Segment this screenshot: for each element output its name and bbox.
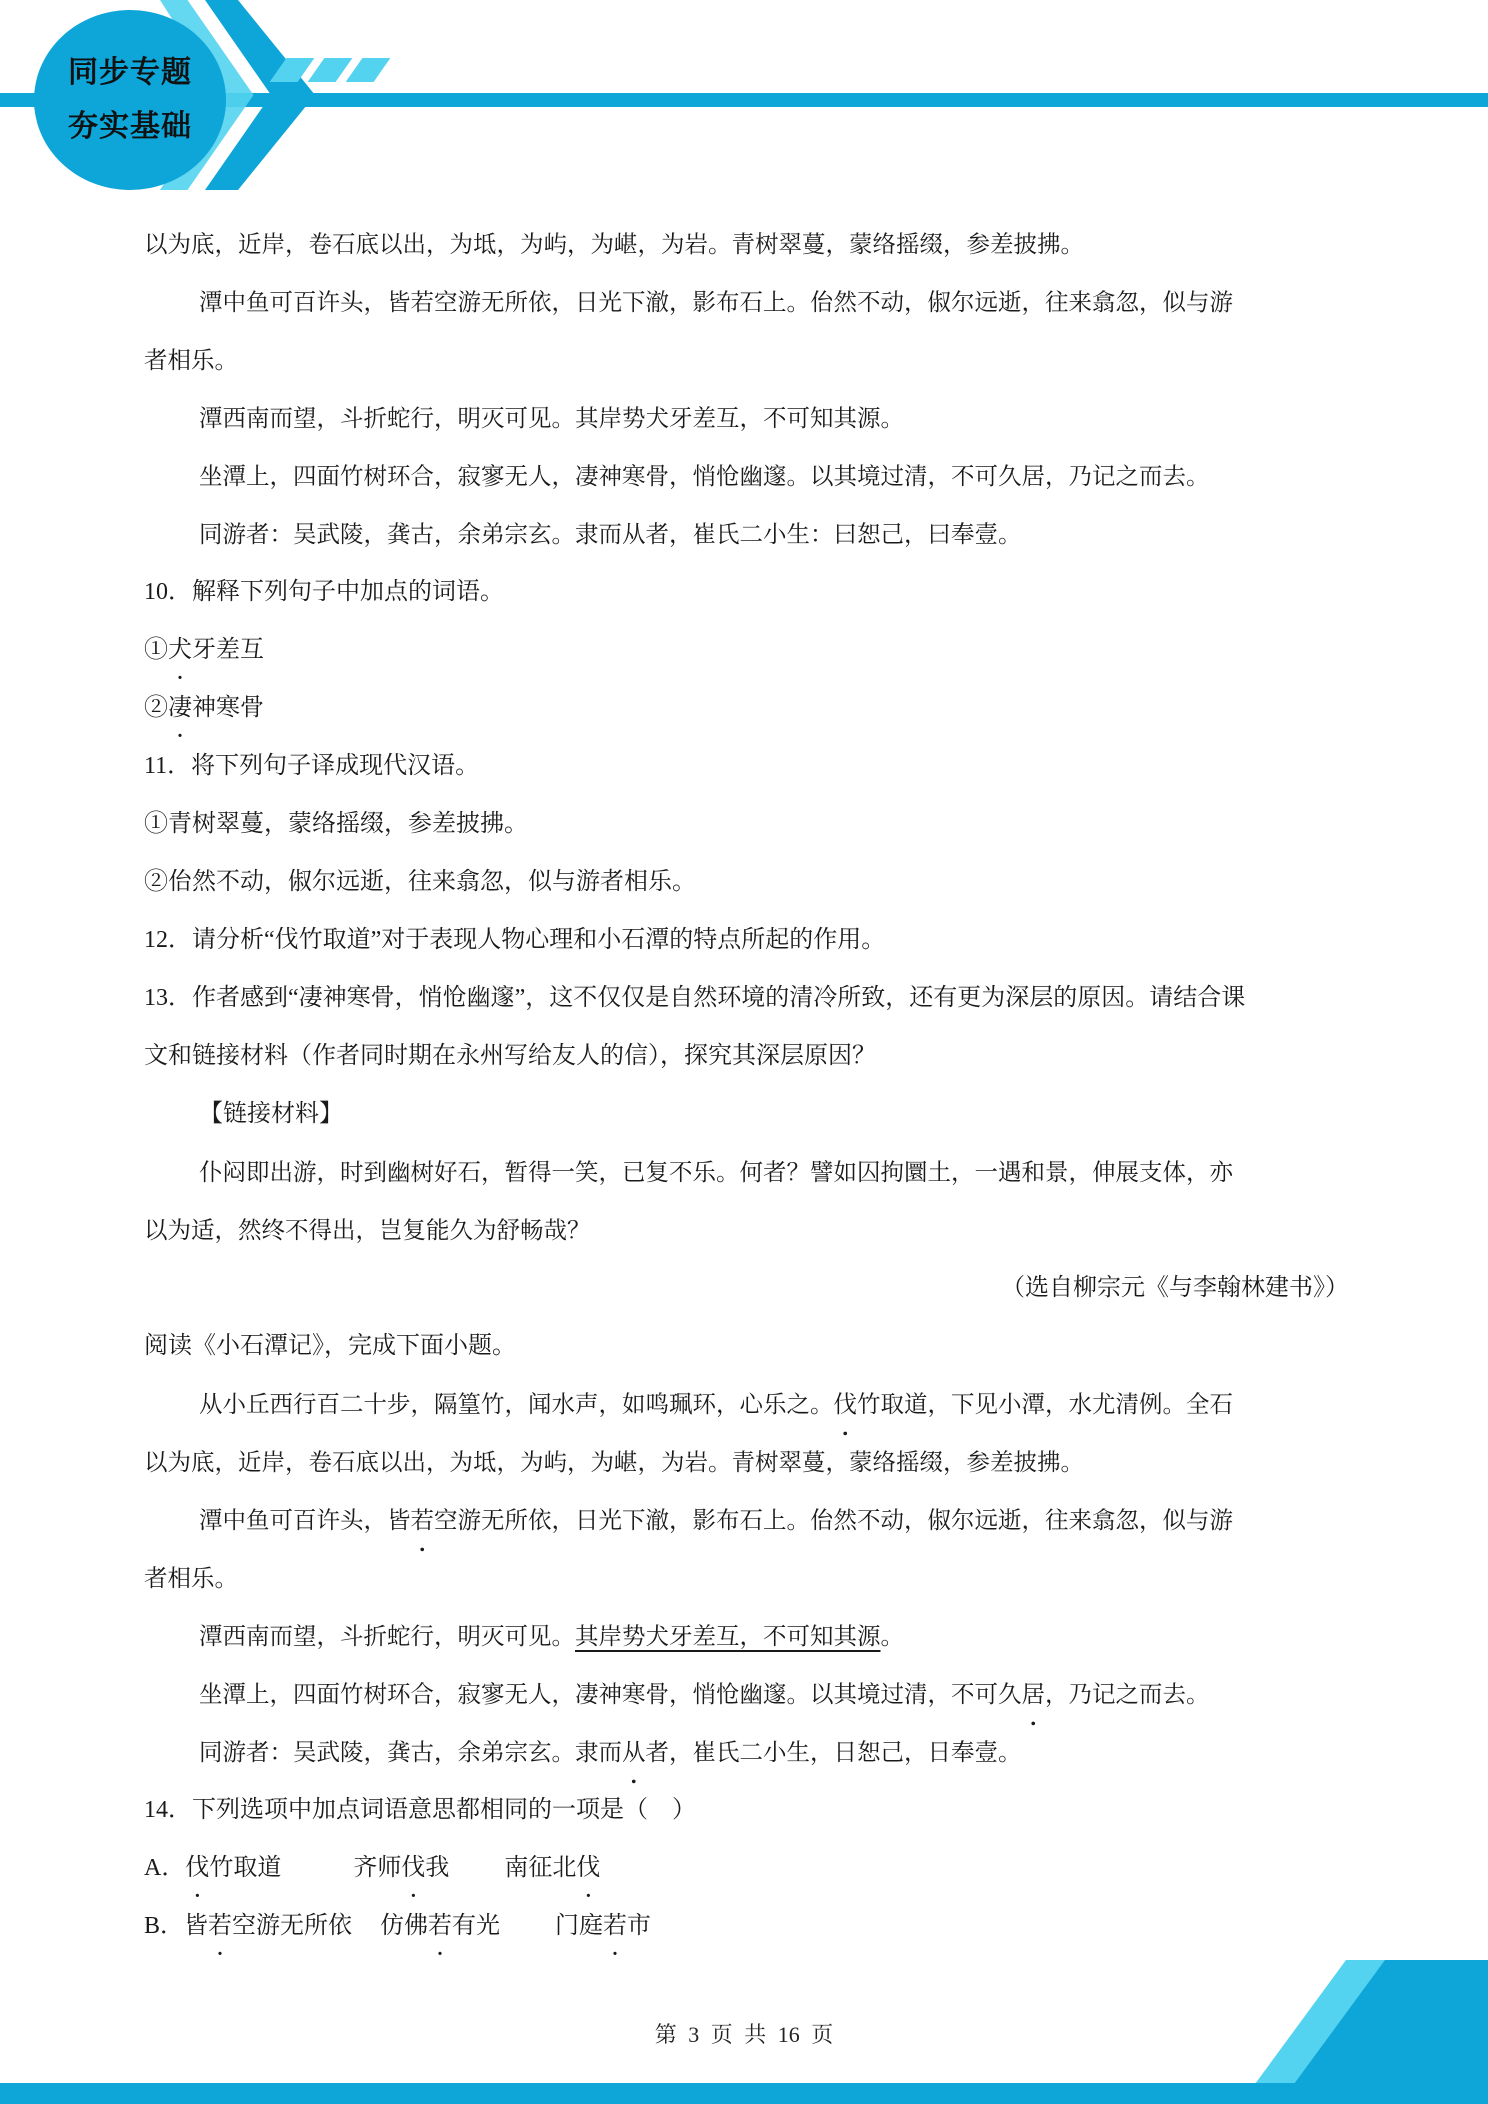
question-14-stem: 14．下列选项中加点词语意思都相同的一项是（ ）: [144, 1797, 696, 1823]
page-content: [144, 215, 1349, 1955]
dotted-word: 伐: [576, 1855, 601, 1881]
passage-line: 者相乐。: [144, 1564, 238, 1592]
question-11-item-2: ②佁然不动，俶尔远逝，往来翕忽，似与游者相乐。: [144, 869, 696, 895]
passage-line: 潭中鱼可百许头，皆若空游无所依，日光下澈，影布石上。佁然不动，俶尔远逝，往来翕忽，似与游: [199, 1506, 1233, 1534]
passage-line: 坐潭上，四面竹树环合，寂寥无人，凄神寒骨，悄怆幽邃。以其境过清，不可久居，乃记之而去。: [199, 462, 1210, 490]
passage-line: 潭西南而望，斗折蛇行，明灭可见。其岸势犬牙差互，不可知其源。: [199, 1622, 904, 1650]
link-material-line: 仆闷即出游，时到幽树好石，暂得一笑，已复不乐。何者？譬如囚拘圜土，一遇和景，伸展支体，亦: [199, 1158, 1233, 1186]
dotted-word: 若: [208, 1913, 233, 1939]
badge-line-1: 同步专题: [68, 55, 192, 90]
dotted-word: 居: [1021, 1680, 1045, 1708]
link-material-line: 以为适，然终不得出，岂复能久为舒畅哉？: [144, 1216, 591, 1244]
passage-line: 从小丘西行百二十步，隔篁竹，闻水声，如鸣珮环，心乐之。伐竹取道，下见小潭，水尤清例。全石: [199, 1390, 1233, 1418]
footer-bar: [0, 2083, 1488, 2104]
passage-line: 以为底，近岸，卷石底以出，为坻，为屿，为嵁，为岩。青树翠蔓，蒙络摇缀，参差披拂。: [144, 1448, 1084, 1476]
reading-intro: 阅读《小石潭记》，完成下面小题。: [144, 1333, 516, 1359]
underlined-sentence: 其岸势犬牙差互，不可知其源: [575, 1622, 881, 1650]
question-10-item-2: ②凄神寒骨: [144, 695, 264, 721]
dotted-word: 若: [428, 1913, 453, 1939]
section-badge: [34, 10, 226, 190]
passage-line: 同游者：吴武陵，龚古，余弟宗玄。隶而从者，崔氏二小生：曰恕己，曰奉壹。: [199, 520, 1022, 548]
question-10-item-1: ①犬牙差互: [144, 637, 264, 663]
question-10-stem: 10．解释下列句子中加点的词语。: [144, 579, 504, 605]
dotted-word: 若: [603, 1913, 628, 1939]
dotted-word: 伐: [185, 1855, 210, 1881]
header-stripes: [278, 58, 388, 82]
option-a: A．伐竹取道 齐师伐我 南征北伐: [144, 1855, 601, 1881]
dotted-word: 从: [622, 1738, 646, 1766]
question-13-stem: 13．作者感到“凄神寒骨，悄怆幽邃”，这不仅仅是自然环境的清冷所致，还有更为深层的原因。请结合课: [144, 985, 1246, 1011]
link-material-source: （选自柳宗元《与李翰林建书》）: [1001, 1275, 1349, 1301]
question-11-item-1: ①青树翠蔓，蒙络摇缀，参差披拂。: [144, 811, 528, 837]
passage-line: 者相乐。: [144, 346, 238, 374]
passage-line: 坐潭上，四面竹树环合，寂寥无人，凄神寒骨，悄怆幽邃。以其境过清，不可久居，乃记之而去。: [199, 1680, 1210, 1708]
passage-line: 潭西南而望，斗折蛇行，明灭可见。其岸势犬牙差互，不可知其源。: [199, 404, 904, 432]
question-11-stem: 11．将下列句子译成现代汉语。: [144, 753, 480, 779]
dotted-word: 伐: [833, 1390, 857, 1418]
page-number: 第 3 页 共 16 页: [654, 2022, 834, 2047]
link-material-title: 【链接材料】: [199, 1101, 343, 1127]
option-b: B．皆若空游无所依 仿佛若有光 门庭若市: [144, 1913, 652, 1939]
passage-line: 以为底，近岸，卷石底以出，为坻，为屿，为嵁，为岩。青树翠蔓，蒙络摇缀，参差披拂。: [144, 230, 1084, 258]
question-12-stem: 12．请分析“伐竹取道”对于表现人物心理和小石潭的特点所起的作用。: [144, 927, 886, 953]
dotted-word: 凄: [168, 695, 192, 721]
badge-line-2: 夯实基础: [68, 109, 192, 144]
passage-line: 潭中鱼可百许头，皆若空游无所依，日光下澈，影布石上。佁然不动，俶尔远逝，往来翕忽，似与游: [199, 288, 1233, 316]
dotted-word: 伐: [401, 1855, 426, 1881]
dotted-word: 若: [410, 1506, 434, 1534]
question-13-stem-cont: 文和链接材料（作者同时期在永州写给友人的信），探究其深层原因？: [144, 1043, 876, 1069]
dotted-word: 犬: [168, 637, 192, 663]
passage-line: 同游者：吴武陵，龚古，余弟宗玄。隶而从者，崔氏二小生，日恕己，日奉壹。: [199, 1738, 1022, 1766]
